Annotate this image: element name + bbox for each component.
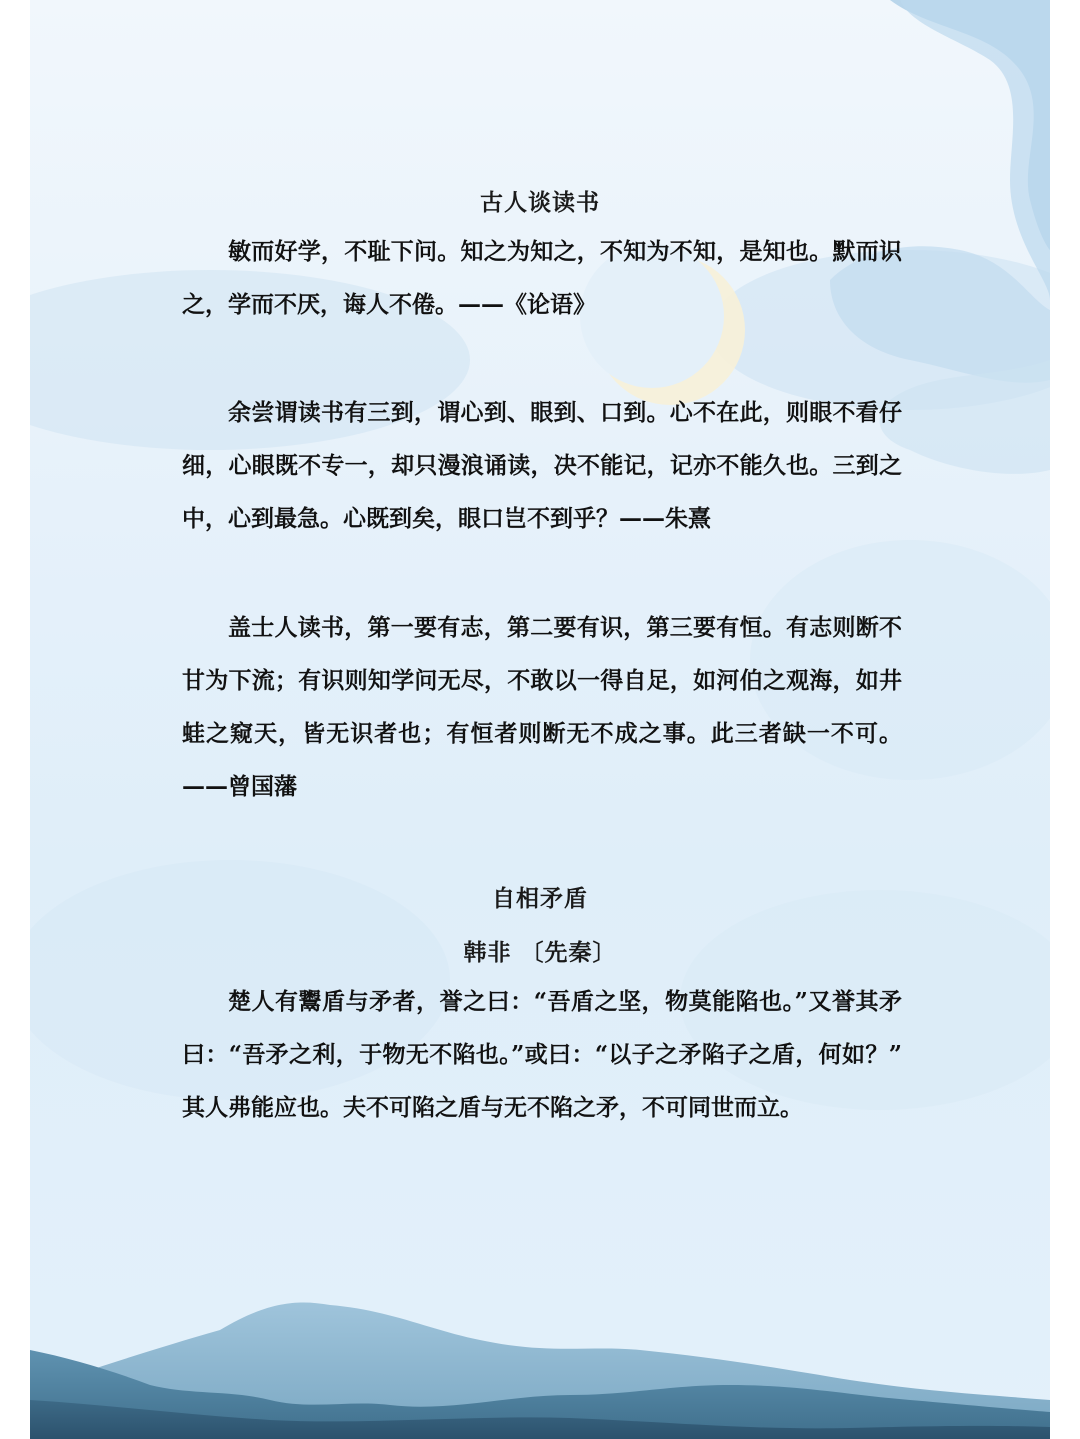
paragraph-text: 敏而好学，不耻下问。知之为知之，不知为不知，是知也。默而识之，学而不厌，诲人不倦。——《论语》 bbox=[182, 238, 902, 318]
article bbox=[30, 0, 1050, 1439]
section2-title: 自相矛盾 bbox=[492, 885, 588, 912]
paragraph-text: 楚人有鬻盾与矛者，誉之曰：“吾盾之坚，物莫能陷也。”又誉其矛曰：“吾矛之利，于物无不陷也。”或曰：“以子之矛陷子之盾，何如？” 其人弗能应也。夫不可陷之盾与无不陷之矛，不可同世而立。 bbox=[182, 988, 902, 1121]
page bbox=[30, 0, 1050, 1439]
section2-paragraph bbox=[182, 975, 902, 1134]
section1-paragraph-3 bbox=[182, 601, 902, 813]
section1-paragraph-1 bbox=[182, 225, 902, 331]
section1-paragraph-2 bbox=[182, 386, 902, 545]
section1-title: 古人谈读书 bbox=[480, 189, 600, 216]
section2-author: 韩非 〔先秦〕 bbox=[463, 939, 617, 966]
paragraph-text: 余尝谓读书有三到，谓心到、眼到、口到。心不在此，则眼不看仔细，心眼既不专一，却只漫浪诵读，决不能记，记亦不能久也。三到之中，心到最急。心既到矣，眼口岂不到乎？——朱熹 bbox=[182, 399, 902, 532]
paragraph-text: 盖士人读书，第一要有志，第二要有识，第三要有恒。有志则断不甘为下流；有识则知学问无尽，不敢以一得自足，如河伯之观海，如井蛙之窥天，皆无识者也；有恒者则断无不成之事。此三者缺一不可。——曾国藩 bbox=[182, 614, 902, 800]
